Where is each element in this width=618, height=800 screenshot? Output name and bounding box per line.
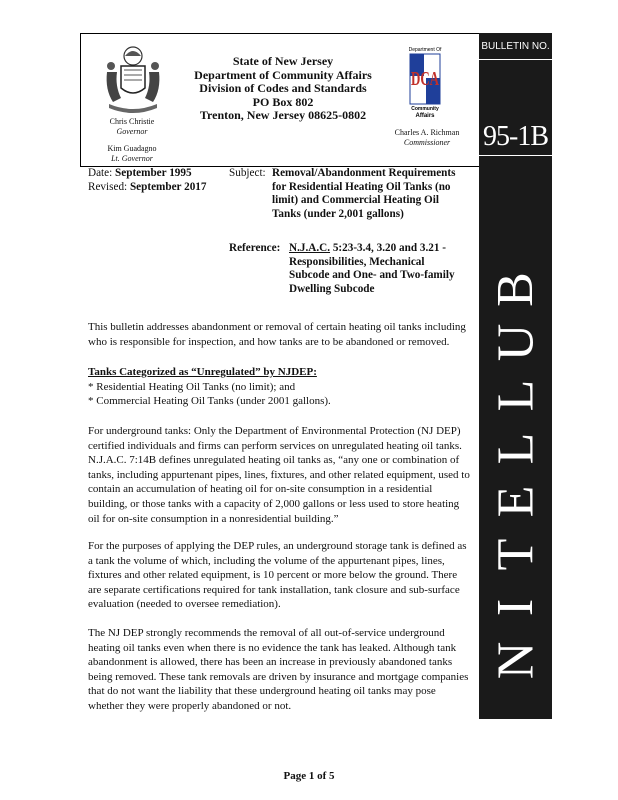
bulletin-number: 95-1B <box>483 121 548 152</box>
categorized-item: * Commercial Heating Oil Tanks (under 2001 gallons). <box>88 395 331 408</box>
agency-line: PO Box 802 <box>252 94 314 109</box>
sidebar-divider <box>479 59 552 60</box>
agency-line: State of New Jersey <box>232 54 334 68</box>
agency-line: Division of Codes and Standards <box>199 81 367 95</box>
logo-letters: DCA <box>411 68 440 90</box>
commissioner-block <box>385 128 469 148</box>
lt-governor-title: Lt. Governor <box>111 154 153 163</box>
frame-top-line <box>80 33 480 34</box>
reference-text <box>289 242 475 296</box>
sidebar-divider <box>479 155 552 156</box>
subject-line: for Residential Heating Oil Tanks (no <box>272 180 451 193</box>
categorized-heading: Tanks Categorized as “Unregulated” by NJDEP: <box>88 366 317 378</box>
reference-line: Responsibilities, Mechanical <box>289 255 425 268</box>
logo-bottom-text-1: Community <box>411 106 439 112</box>
reference-line <box>289 242 475 256</box>
frame-left-line <box>80 33 81 166</box>
intro-paragraph: This bulletin addresses abandonment or removal of certain heating oil tanks including who is responsible for inspection, and how tanks are to be abandoned or removed. <box>88 321 466 348</box>
commissioner-name: Charles A. Richman <box>394 128 460 137</box>
dca-logo-icon <box>405 45 445 120</box>
page-number: Page 1 of 5 <box>283 770 335 782</box>
bulletin-letter: L <box>486 379 544 412</box>
bulletin-vertical-word <box>479 263 552 687</box>
revised-label: Revised: <box>88 181 128 193</box>
governor-title: Governor <box>116 127 148 136</box>
date-label: Date: <box>88 167 113 179</box>
categorized-item: * Residential Heating Oil Tanks (no limit); and <box>88 380 296 393</box>
bulletin-letter: I <box>486 598 544 617</box>
underground-paragraph: For underground tanks: Only the Department of Environmental Protection (NJ DEP) certified individuals and firms can perform services on unregulated heating oil tanks. N.J.A.C. 7:14B defines unregulated heating oil tanks as, “any one or combination of tanks, including appurtenant pipes, lines, fixtures, and other related equipment, used to contain an accumulation of heating oil for on-site consumption in a residential building, or those tanks with a capacity of 2,000 gallons or less used to store heating oil for on-site consumption in a nonresidential building.” <box>88 425 470 525</box>
subject-label: Subject: <box>229 167 266 179</box>
reference-code: N.J.A.C. <box>289 242 331 254</box>
lt-governor-block <box>92 144 172 164</box>
bulletin-letter: E <box>486 485 544 518</box>
bulletin-letter: L <box>486 432 544 465</box>
purposes-paragraph: For the purposes of applying the DEP rules, an underground storage tank is defined as a tank the volume of which, including the volume of the appurtenant pipes, lines, fixtures and other related equipment, is 10 percent or more below the ground. There are separate certifications required for tank installation, tank closure and sub-surface evaluation (needed to oversee remediation). <box>88 540 467 611</box>
bulletin-letter: B <box>487 272 544 307</box>
logo-bottom-text-2: Affairs <box>415 113 435 119</box>
recommend-paragraph: The NJ DEP strongly recommends the removal of all out-of-service underground heating oil tanks even when there is no evidence the tank has leaked. Although tank abandonment is allowed, there has been an increase in previously abandoned tanks being removed. These tank removals are driven by insurance and mortgage companies that do not want the liability that these underground heating oil tanks may pose whether they were properly abandoned or not. <box>88 627 469 712</box>
subject-line: limit) and Commercial Heating Oil <box>272 194 439 207</box>
date-value: September 1995 <box>115 167 192 179</box>
subject-line: Tanks (under 2,001 gallons) <box>272 207 404 220</box>
bulletin-letter: N <box>487 641 544 680</box>
bulletin-letter: T <box>486 538 544 571</box>
subject-line: Removal/Abandonment Requirements <box>272 167 456 179</box>
bulletin-letter: U <box>487 323 544 362</box>
commissioner-title: Commissioner <box>403 138 451 147</box>
bulletin-sidebar <box>479 33 552 719</box>
governor-block <box>92 117 172 137</box>
agency-line: Trenton, New Jersey 08625-0802 <box>199 108 367 122</box>
governor-name: Chris Christie <box>109 117 155 126</box>
date-line <box>88 167 192 181</box>
subject-text <box>272 167 477 221</box>
agency-address <box>188 55 378 123</box>
reference-first-rest: 5:23-3.4, 3.20 and 3.21 - <box>330 242 446 254</box>
revised-line <box>88 181 207 195</box>
revised-value: September 2017 <box>129 181 207 193</box>
logo-top-text: Department Of <box>408 47 442 53</box>
nj-state-seal-icon <box>103 42 163 114</box>
categorized-section <box>88 365 470 409</box>
agency-line: Department of Community Affairs <box>194 67 372 82</box>
reference-line: Subcode and One- and Two-family <box>289 269 455 282</box>
reference-label: Reference: <box>229 242 281 254</box>
bulletin-no-label: BULLETIN NO. <box>481 41 550 52</box>
lt-governor-name: Kim Guadagno <box>107 144 157 153</box>
reference-line: Dwelling Subcode <box>289 282 375 295</box>
